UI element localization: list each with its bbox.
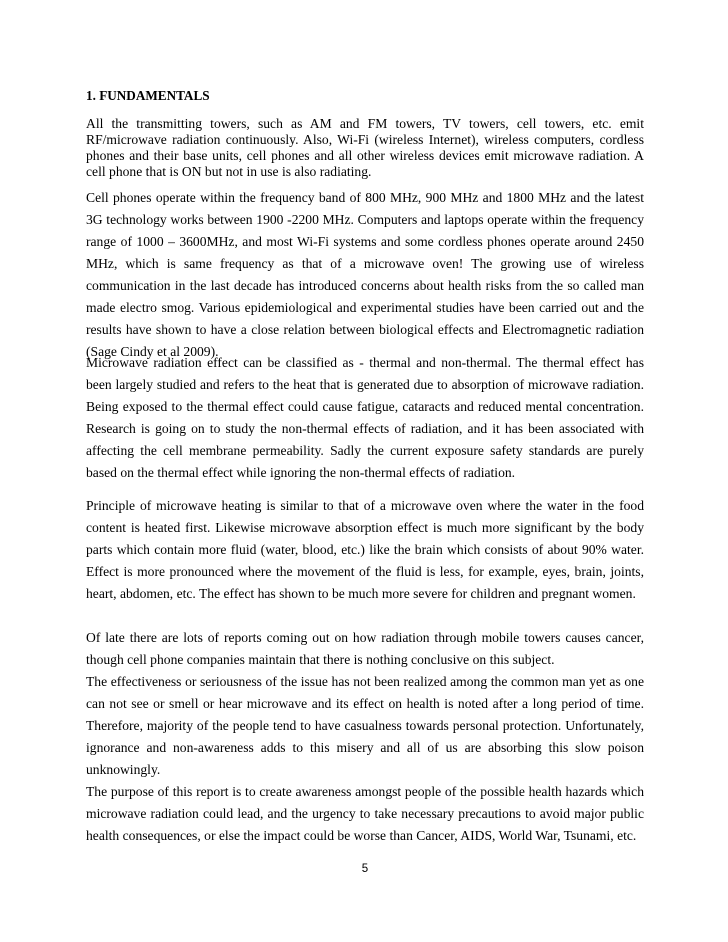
paragraph-report-purpose: The purpose of this report is to create awareness amongst people of the possible health hazards which microwave radiation could lead, and the urgency to take necessary precautions to avoid major public health consequences, or else the impact could be worse than Cancer, AIDS, World War, Tsunami, etc. [86, 784, 644, 843]
paragraph-awareness-issue: The effectiveness or seriousness of the issue has not been realized among the common man yet as one can not see or smell or hear microwave and its effect on health is noted after a long period of time. Therefore, majority of the people tend to have casualness towards personal protection. Unfortunately, ignorance and non-awareness adds to this misery and all of us are absorbing this slow poison unknowingly. [86, 674, 644, 777]
paragraph-thermal-effects: Microwave radiation effect can be classified as - thermal and non-thermal. The thermal effect has been largely studied and refers to the heat that is generated due to absorption of microwave radiation. Being exposed to the thermal effect could cause fatigue, cataracts and reduced mental concentration. Research is going on to study the non-thermal effects of radiation, and it has been associated with affecting the cell membrane permeability. Sadly the current exposure safety standards are purely based on the thermal effect while ignoring the non-thermal effects of radiation. [86, 355, 644, 480]
paragraph-cancer-reports: Of late there are lots of reports coming out on how radiation through mobile towers causes cancer, though cell phone companies maintain that there is nothing conclusive on this subject. [86, 630, 644, 667]
paragraph-frequency-bands: Cell phones operate within the frequency band of 800 MHz, 900 MHz and 1800 MHz and the latest 3G technology works between 1900 -2200 MHz. Computers and laptops operate within the frequency range of 1000 – 3600MHz, and most Wi-Fi systems and some cordless phones operate around 2450 MHz, which is same frequency as that of a microwave oven! The growing use of wireless communication in the last decade has introduced concerns about health risks from the so called man made electro smog. Various epidemiological and experimental studies have been carried out and the results have shown to have a close relation between biological effects and Electromagnetic radiation (Sage Cindy et al 2009). [86, 190, 644, 359]
section-heading: 1. FUNDAMENTALS [86, 88, 210, 103]
paragraph-transmitting-towers: All the transmitting towers, such as AM and FM towers, TV towers, cell towers, etc. emit RF/microwave radiation continuously. Also, Wi-Fi (wireless Internet), wireless computers, cordless phones and their base units, cell phones and all other wireless devices emit microwave radiation. A cell phone that is ON but not in use is also radiating. [86, 116, 644, 179]
paragraph-microwave-heating: Principle of microwave heating is similar to that of a microwave oven where the water in the food content is heated first. Likewise microwave absorption effect is much more significant by the body parts which contain more fluid (water, blood, etc.) like the brain which consists of about 90% water. Effect is more pronounced where the movement of the fluid is less, for example, eyes, brain, joints, heart, abdomen, etc. The effect has shown to be much more severe for children and pregnant women. [86, 498, 644, 601]
page-number: 5 [361, 863, 369, 875]
